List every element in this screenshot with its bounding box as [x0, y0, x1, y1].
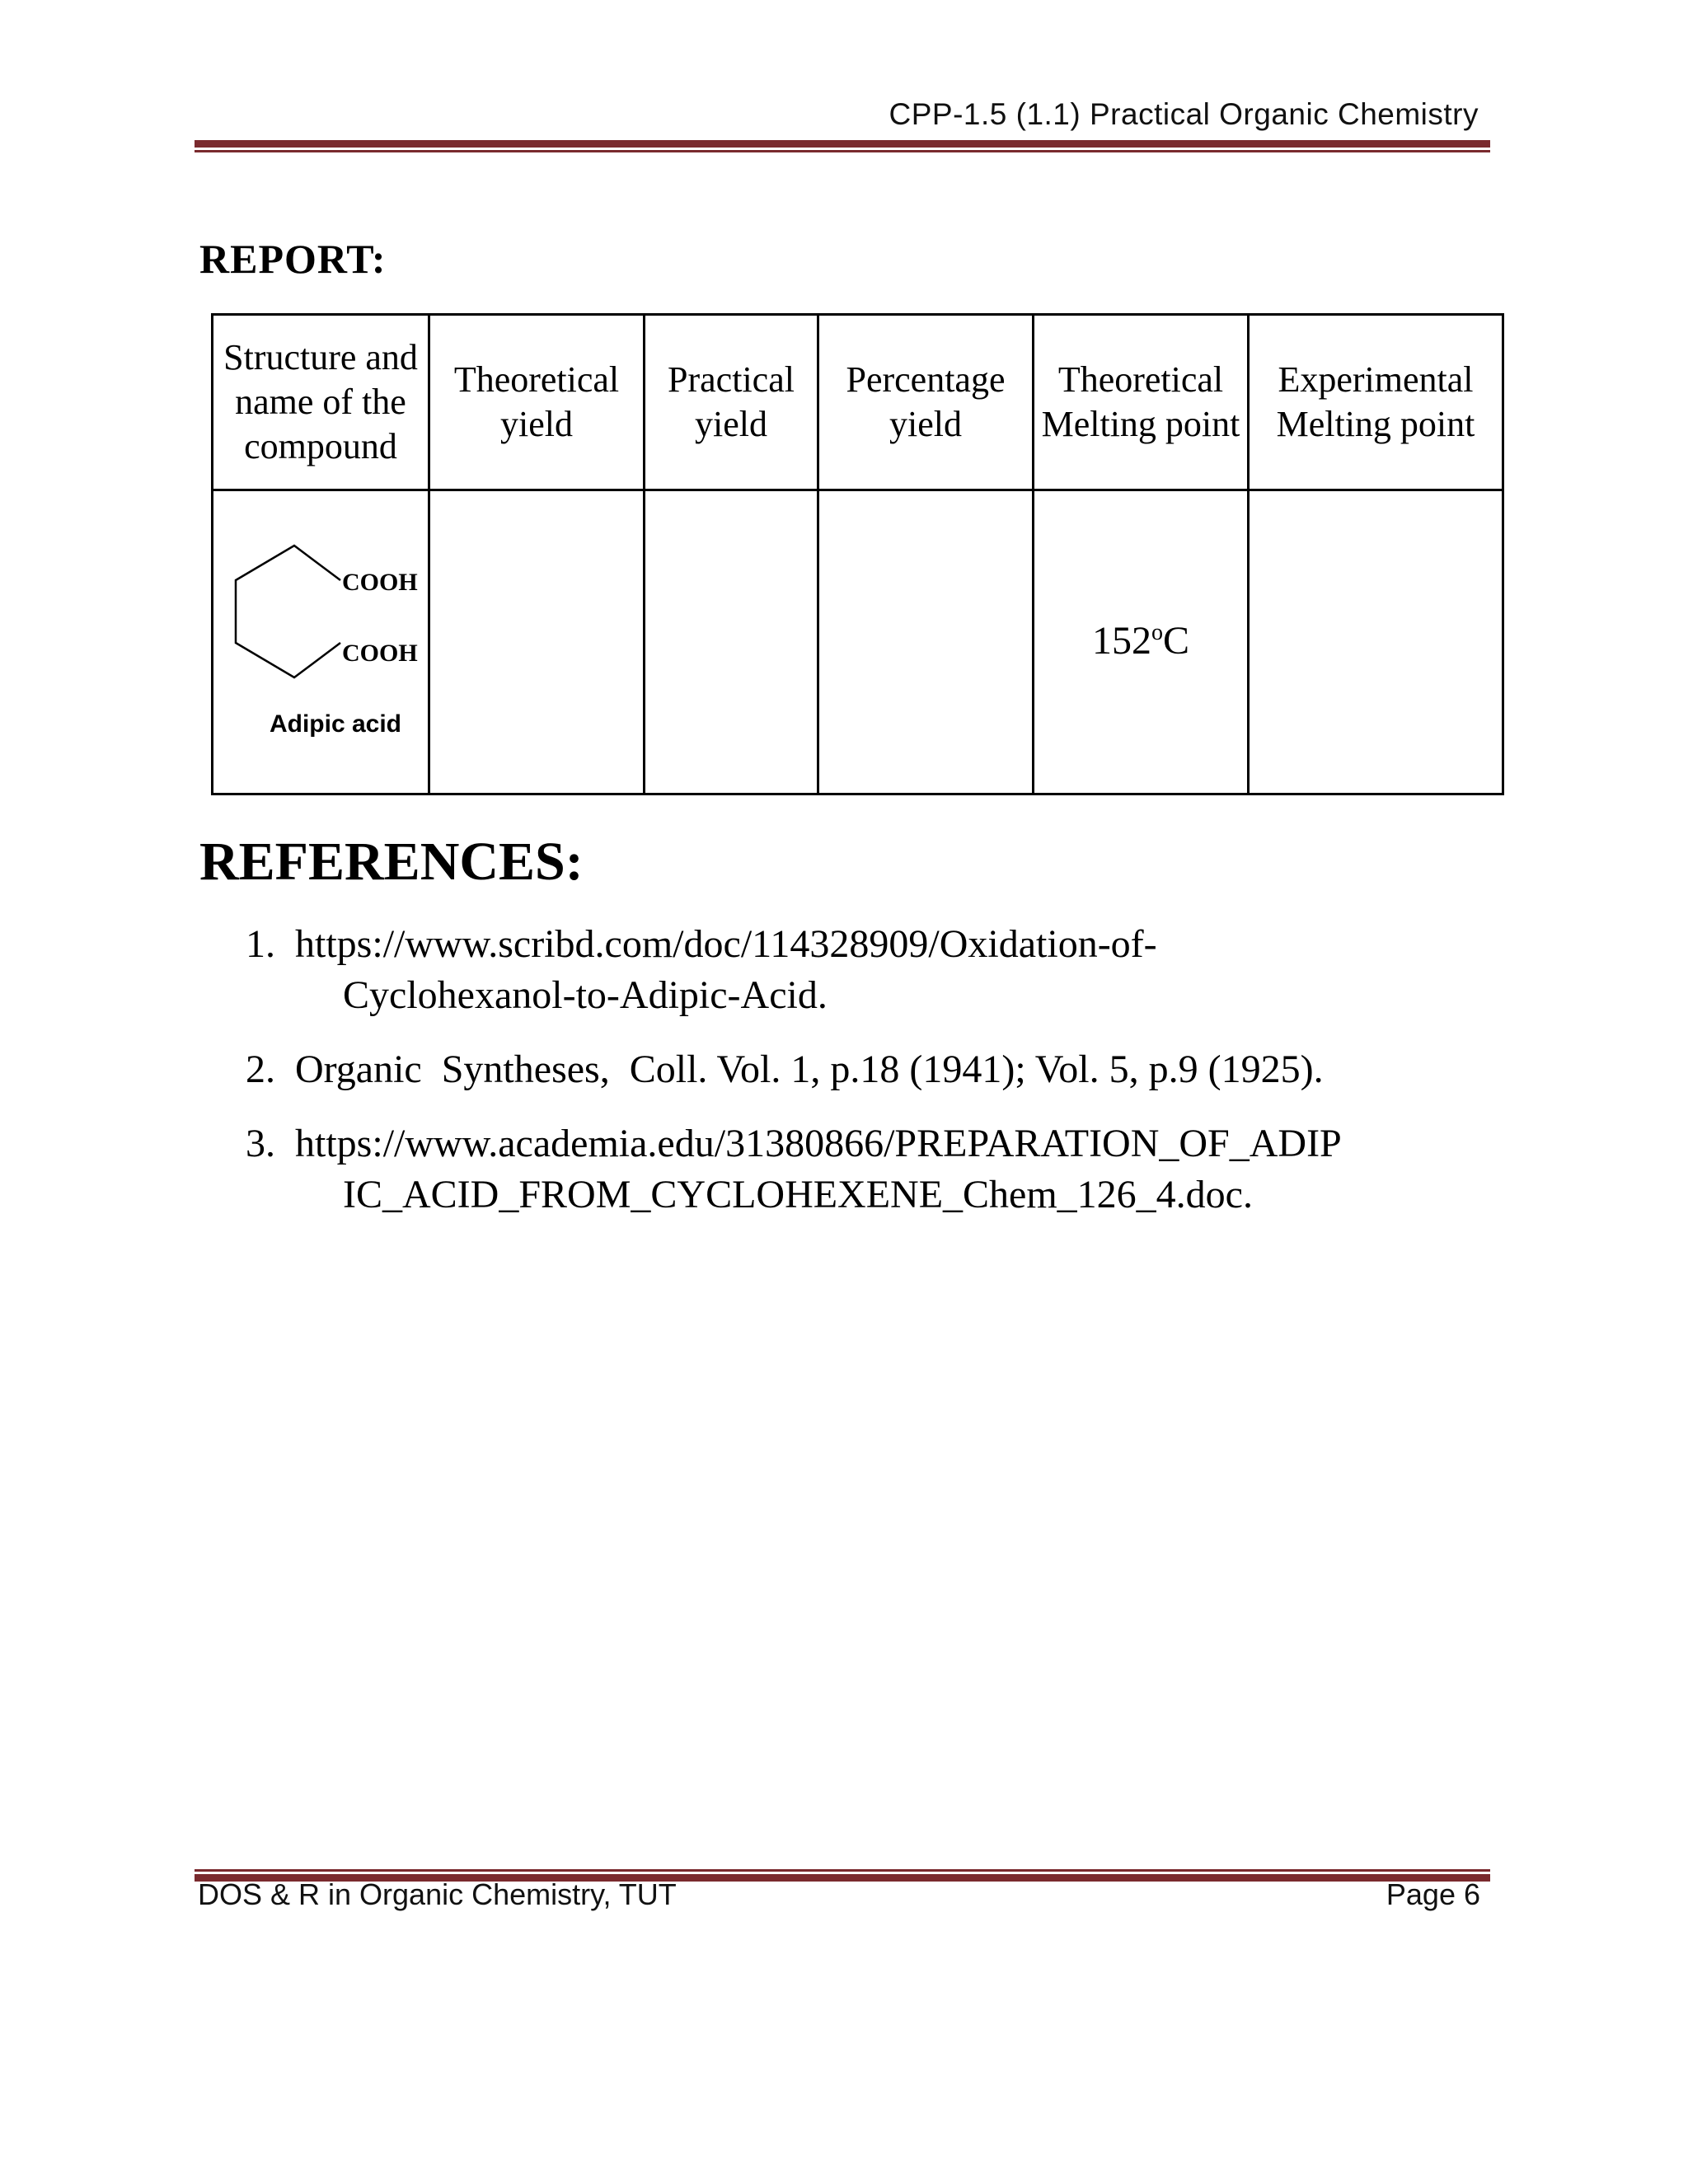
- adipic-acid-structure-diagram: [213, 491, 428, 793]
- list-item: [239, 1044, 1475, 1095]
- theoretical-mp-value: [1092, 619, 1189, 663]
- practical-yield-cell: [645, 490, 818, 794]
- reference-number: 3.: [246, 1122, 275, 1165]
- table-header-row: [213, 315, 1503, 490]
- reference-text-line1: https://www.scribd.com/doc/114328909/Oxidation-of-: [295, 922, 1157, 966]
- theoretical-mp-number: 152: [1091, 618, 1151, 663]
- header-rule: [195, 140, 1490, 152]
- column-header-practical-yield-label: Practical yield: [668, 359, 795, 444]
- percentage-yield-cell: [818, 490, 1034, 794]
- reference-number: 2.: [246, 1047, 275, 1091]
- carboxyl-group-bottom-label: COOH: [342, 640, 418, 667]
- running-header: CPP-1.5 (1.1) Practical Organic Chemistry: [889, 97, 1479, 131]
- reference-text-line1: Organic Syntheses, Coll. Vol. 1, p.18 (1941); Vol. 5, p.9 (1925).: [295, 1047, 1324, 1091]
- theoretical-mp-cell: [1034, 490, 1249, 794]
- footer-department: DOS & R in Organic Chemistry, TUT: [198, 1877, 677, 1911]
- reference-number: 1.: [246, 922, 275, 966]
- report-table: [211, 313, 1504, 795]
- cyclohexane-chain-lines: [236, 546, 340, 677]
- column-header-theoretical-mp: [1034, 315, 1249, 490]
- column-header-theoretical-mp-label: Theoretical Melting point: [1041, 359, 1240, 444]
- column-header-experimental-mp: [1249, 315, 1503, 490]
- column-header-structure-label: Structure and name of the compound: [223, 337, 418, 466]
- reference-text-line2: IC_ACID_FROM_CYCLOHEXENE_Chem_126_4.doc.: [343, 1173, 1253, 1216]
- table-row: [213, 490, 1503, 794]
- compound-name-label: Adipic acid: [269, 710, 402, 738]
- list-item: [239, 1118, 1475, 1221]
- theoretical-mp-unit: C: [1162, 618, 1189, 663]
- column-header-theoretical-yield: [429, 315, 645, 490]
- report-heading: REPORT:: [199, 236, 387, 282]
- reference-text-line1: https://www.academia.edu/31380866/PREPARATION_OF_ADIP: [295, 1122, 1342, 1165]
- experimental-mp-cell: [1249, 490, 1503, 794]
- theoretical-yield-cell: [429, 490, 645, 794]
- column-header-percentage-yield: [818, 315, 1034, 490]
- reference-text-line2: Cyclohexanol-to-Adipic-Acid.: [343, 973, 828, 1017]
- column-header-structure: [213, 315, 429, 490]
- column-header-percentage-yield-label: Percentage yield: [846, 359, 1006, 444]
- page-number: Page 6: [1386, 1877, 1480, 1911]
- references-heading: REFERENCES:: [199, 832, 584, 892]
- column-header-practical-yield: [645, 315, 818, 490]
- references-list: [239, 919, 1475, 1244]
- degree-sign: o: [1151, 619, 1163, 645]
- structure-cell: [213, 490, 429, 794]
- column-header-experimental-mp-label: Experimental Melting point: [1276, 359, 1475, 444]
- list-item: [239, 919, 1475, 1021]
- column-header-theoretical-yield-label: Theoretical yield: [453, 359, 620, 444]
- carboxyl-group-top-label: COOH: [342, 569, 418, 596]
